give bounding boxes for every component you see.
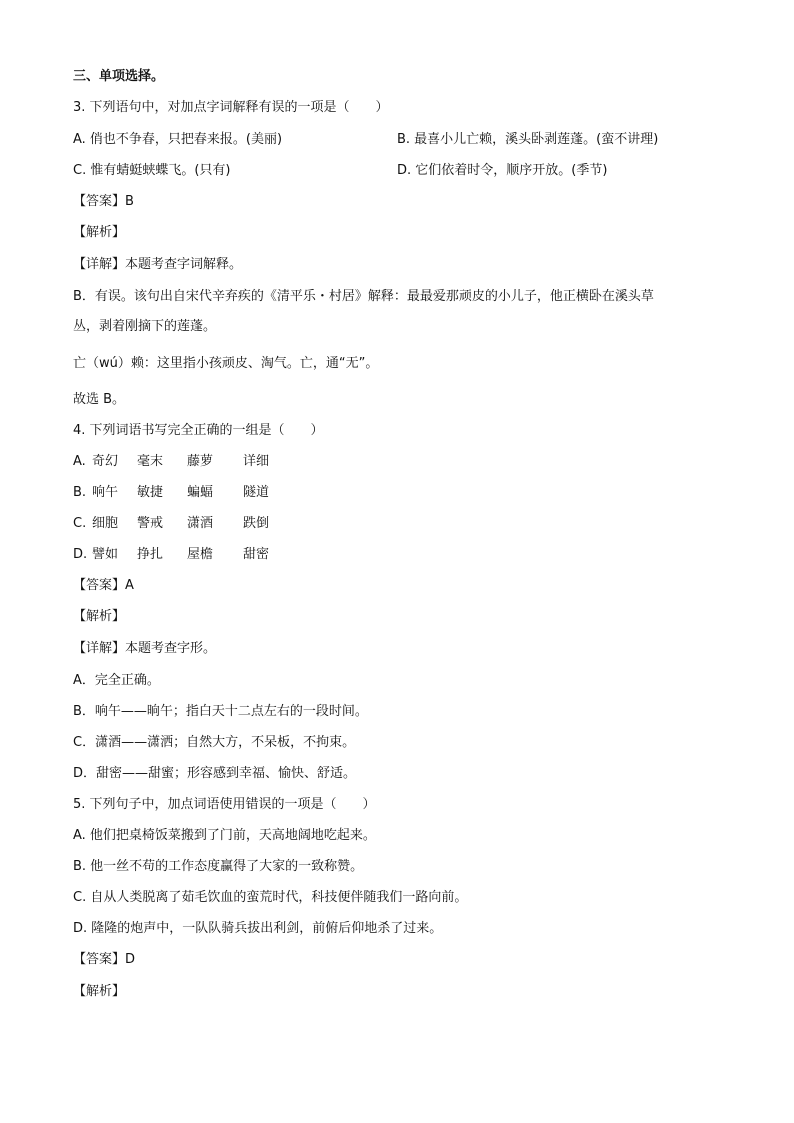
- q5-option-c: C. 自从人类脱离了茹毛饮血的蛮荒时代，科技便伴随我们一路向前。: [73, 890, 468, 905]
- q4-row-label: D.: [73, 547, 88, 562]
- q4-word: 譬如: [92, 547, 119, 562]
- q3-explain-line-1: B．有误。该句出自宋代辛弃疾的《清平乐・村居》解释：最最爱那顽皮的小儿子，他正横卧在溪头草: [73, 289, 654, 304]
- q4-explain-a: A．完全正确。: [73, 673, 160, 688]
- q3-explain-line-2: 丛，剥着刚摘下的莲蓬。: [73, 319, 217, 334]
- q4-word: 敏捷: [137, 485, 164, 500]
- q4-word: 响午: [92, 485, 119, 500]
- q5-analysis-label: 【解析】: [73, 984, 126, 999]
- q5-option-d: D. 隆隆的炮声中，一队队骑兵拔出利剑，前俯后仰地杀了过来。: [73, 921, 443, 936]
- q3-option-b: B. 最喜小儿亡赖，溪头卧剥莲蓬。(蛮不讲理): [397, 132, 659, 147]
- q4-word: 甜密: [243, 547, 270, 562]
- q3-conclusion: 故选 B。: [73, 392, 126, 407]
- q3-explain-line-3: 亡（wú）赖：这里指小孩顽皮、淘气。亡，通“无”。: [73, 356, 379, 371]
- q3-stem: 3. 下列语句中，对加点字词解释有误的一项是（ ）: [73, 100, 389, 115]
- q4-explain-c: C．潇酒——潇洒；自然大方，不呆板，不拘束。: [73, 735, 356, 750]
- q4-analysis-label: 【解析】: [73, 609, 126, 624]
- q4-word: 蝙蝠: [187, 485, 214, 500]
- q4-word: 详细: [243, 454, 270, 469]
- q3-option-a: A. 俏也不争春，只把春来报。(美丽): [73, 132, 283, 147]
- q4-explain-d: D．甜密——甜蜜；形容感到幸福、愉快、舒适。: [73, 766, 357, 781]
- q4-detail: 【详解】本题考查字形。: [73, 641, 217, 656]
- q4-word: 跌倒: [243, 516, 270, 531]
- q5-answer: 【答案】D: [73, 952, 136, 967]
- q3-answer: 【答案】B: [73, 194, 134, 209]
- q4-explain-b: B．响午——晌午；指白天十二点左右的一段时间。: [73, 704, 368, 719]
- q5-stem: 5. 下列句子中，加点词语使用错误的一项是（ ）: [73, 797, 376, 812]
- q4-row-label: C.: [73, 516, 87, 531]
- q3-option-d: D. 它们依着时令，顺序开放。(季节): [397, 163, 608, 178]
- q5-option-b: B. 他一丝不苟的工作态度赢得了大家的一致称赞。: [73, 859, 364, 874]
- q4-word: 屋檐: [187, 547, 214, 562]
- q3-detail: 【详解】本题考查字词解释。: [73, 257, 243, 272]
- q4-word: 潇酒: [187, 516, 214, 531]
- q4-row-label: B.: [73, 485, 87, 500]
- q3-analysis-label: 【解析】: [73, 225, 126, 240]
- q4-word: 挣扎: [137, 547, 164, 562]
- q4-word: 毫末: [137, 454, 164, 469]
- q4-word: 细胞: [92, 516, 119, 531]
- q5-option-a: A. 他们把桌椅饭菜搬到了门前，天高地阔地吃起来。: [73, 828, 376, 843]
- q4-word: 隧道: [243, 485, 270, 500]
- section-title: 三、单项选择。: [73, 69, 165, 84]
- q4-stem: 4. 下列词语书写完全正确的一组是（ ）: [73, 423, 324, 438]
- q4-word: 警戒: [137, 516, 164, 531]
- q4-answer: 【答案】A: [73, 578, 134, 593]
- q4-row-label: A.: [73, 454, 86, 469]
- q3-option-c: C. 惟有蜻蜓蛱蝶飞。(只有): [73, 163, 231, 178]
- q4-word: 藤萝: [187, 454, 214, 469]
- q4-word: 奇幻: [92, 454, 119, 469]
